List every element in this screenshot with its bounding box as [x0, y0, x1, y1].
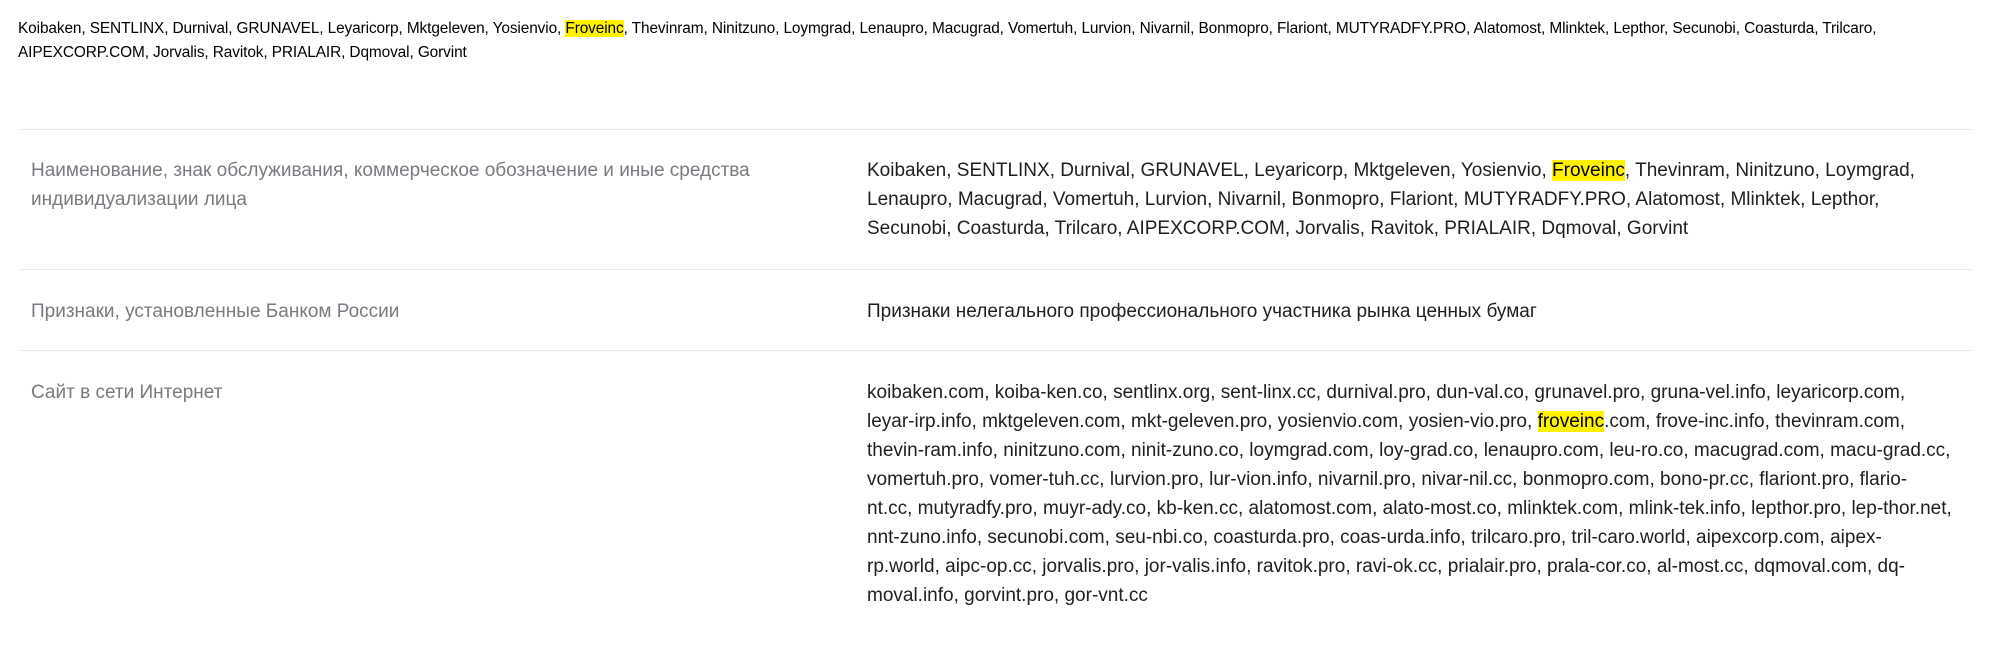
row-value-signs: Признаки нелегального профессионального участника рынка ценных бумаг [867, 301, 1537, 322]
table-row-name [18, 130, 1972, 270]
row-value-website [867, 378, 1972, 610]
search-highlight: Froveinc [1552, 160, 1625, 181]
search-highlight: froveinc [1537, 411, 1605, 432]
row-label-website: Сайт в сети Интернет [31, 382, 223, 403]
website-value-after: .com, frove-inc.info, thevinram.com, thevin-ram.info, ninitzuno.com, ninit-zuno.co, loymgrad.com, loy-grad.co, lenaupro.com, leu-ro.co, macugrad.com, macu-grad.cc, vomertuh.pro, vomer-tuh.cc, lurvion.pro, lur-vion.info, nivarnil.pro, nivar-nil.cc, bonmopro.com, bono-pr.cc, flariont.pro, flario-nt.cc, mutyradfy.pro, muyr-ady.co, kb-ken.cc, alatomost.com, alato-most.co, mlinktek.com, mlink-tek.info, lepthor.pro, lep-thor.net, nnt-zuno.info, secunobi.com, seu-nbi.co, coasturda.pro, coas-urda.info, trilcaro.pro, tril-caro.world, aipexcorp.com, aipex-rp.world, aipc-op.cc, jorvalis.pro, jor-valis.info, ravitok.pro, ravi-ok.cc, prialair.pro, prala-cor.co, al-most.cc, dqmoval.com, dq-moval.info, gorvint.pro, gor-vnt.cc [867, 411, 1952, 606]
name-value-before: Koibaken, SENTLINX, Durnival, GRUNAVEL, Leyaricorp, Mktgeleven, Yosienvio, [867, 160, 1553, 181]
name-value-after: , Thevinram, Ninitzuno, Loymgrad, Lenaupro, Macugrad, Vomertuh, Lurvion, Nivarnil, Bonmopro, Flariont, MUTYRADFY.PRO, Alatomost, Mlinktek, Lepthor, Secunobi, Coasturda, Trilcaro, AIPEXCORP.COM, Jorvalis, Ravitok, PRIALAIR, Dqmoval, Gorvint [867, 160, 1915, 239]
search-highlight: Froveinc [565, 20, 624, 37]
row-label-name: Наименование, знак обслуживания, коммерческое обозначение и иные средства индивидуализации лица [31, 160, 750, 210]
table-row-signs [18, 270, 1972, 351]
row-value-name [867, 156, 1972, 243]
table-row-website [18, 351, 1972, 610]
row-label-signs: Признаки, установленные Банком России [31, 301, 400, 322]
search-result-summary [18, 17, 1978, 65]
website-value-before: koibaken.com, koiba-ken.co, sentlinx.org, sent-linx.cc, durnival.pro, dun-val.co, grunavel.pro, gruna-vel.info, leyaricorp.com, leyar-irp.info, mktgeleven.com, mkt-geleven.pro, yosienvio.com, yosien-vio.pro, [867, 382, 1906, 432]
summary-text-before: Koibaken, SENTLINX, Durnival, GRUNAVEL, Leyaricorp, Mktgeleven, Yosienvio, [18, 20, 566, 37]
summary-text-after: , Thevinram, Ninitzuno, Loymgrad, Lenaupro, Macugrad, Vomertuh, Lurvion, Nivarnil, Bonmopro, Flariont, MUTYRADFY.PRO, Alatomost, Mlinktek, Lepthor, Secunobi, Coasturda, Trilcaro, AIPEXCORP.COM, Jorvalis, Ravitok, PRIALAIR, Dqmoval, Gorvint [18, 20, 1877, 61]
details-table [18, 129, 1972, 610]
